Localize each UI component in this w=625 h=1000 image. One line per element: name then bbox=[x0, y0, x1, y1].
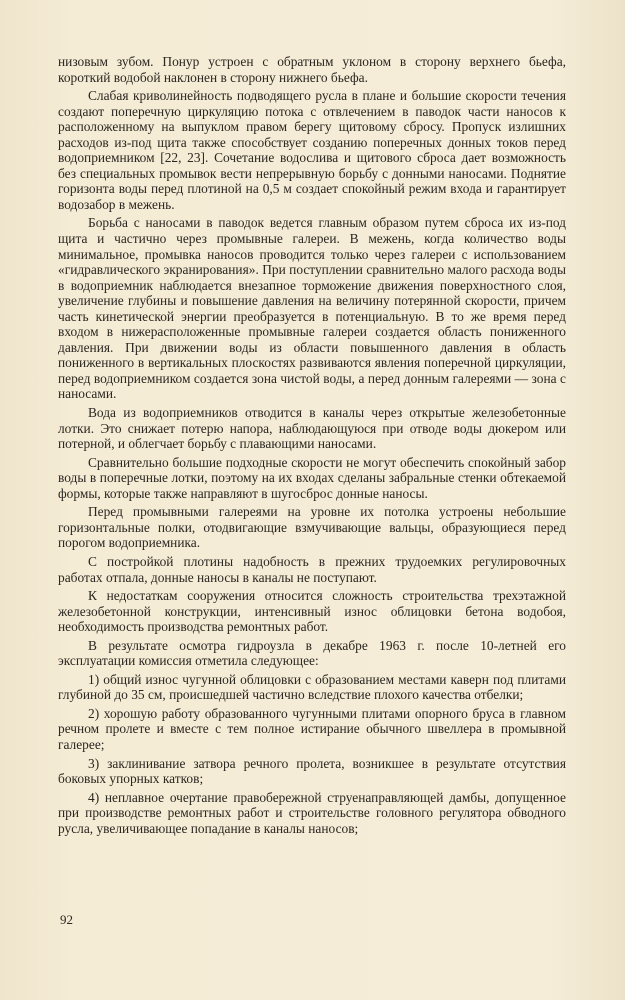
list-item-2: 2) хорошую работу образованного чугунными плитами опорного бруса в главном речном пролете и вместе с тем полное истирание обычного швеллера в промывной галерее; bbox=[58, 705, 566, 752]
list-item-3: 3) заклинивание затвора речного пролета, возникшее в результате отсутствия боковых упорных катков; bbox=[58, 755, 566, 787]
list-item-1: 1) общий износ чугунной облицовки с образованием местами каверн под плитами глубиной до 35 см, происшедшей частично вследствие плохого качества отбелки; bbox=[58, 671, 566, 703]
paragraph-4: Вода из водоприемников отводится в каналы через открытые железобетонные лотки. Это снижает потерю напора, наблюдающуюся при отводе воды дюкером или потерной, и облегчает борьбу с плавающими наносами. bbox=[58, 405, 566, 452]
paragraph-2: Слабая криволинейность подводящего русла в плане и большие скорости течения создают поперечную циркуляцию потока с отвлечением в паводок части наносов к расположенному на выпуклом правом берегу щитовому сбросу. Пропуск излишних расходов из-под щита также способствует созданию поперечных донных токов перед водоприемником [22, 23]. Сочетание водослива и щитового сброса дает возможность без специальных промывок вести непрерывную борьбу с донными наносами. Поднятие горизонта воды перед плотиной на 0,5 м создает спокойный режим входа и гарантирует водозабор в межень. bbox=[58, 88, 566, 212]
paragraph-5: Сравнительно большие подходные скорости не могут обеспечить спокойный забор воды в поперечные лотки, поэтому на их входах сделаны забральные стенки обтекаемой формы, которые также направляют в шугосброс донные наносы. bbox=[58, 454, 566, 501]
paragraph-9: В результате осмотра гидроузла в декабре 1963 г. после 10-летней его эксплуатации комиссия отметила следующее: bbox=[58, 637, 566, 669]
paragraph-6: Перед промывными галереями на уровне их потолка устроены небольшие горизонтальные полки, отодвигающие взмучивающие вальцы, образующиеся перед порогом водоприемника. bbox=[58, 504, 566, 551]
paragraph-8: К недостаткам сооружения относится сложность строительства трехэтажной железобетонной конструкции, интенсивный износ облицовки бетона водобоя, необходимость производства ремонтных работ. bbox=[58, 588, 566, 635]
paragraph-1: низовым зубом. Понур устроен с обратным уклоном в сторону верхнего бьефа, короткий водобой наклонен в сторону нижнего бьефа. bbox=[58, 54, 566, 85]
body-text bbox=[58, 54, 566, 836]
paragraph-7: С постройкой плотины надобность в прежних трудоемких регулировочных работах отпала, донные наносы в каналы не поступают. bbox=[58, 553, 566, 585]
paragraph-3: Борьба с наносами в паводок ведется главным образом путем сброса их из-под щита и частично через промывные галереи. В межень, когда количество воды минимальное, промывка наносов проводится только через галереи с использованием «гидравлического экранирования». При поступлении сравнительно малого расхода воды в водоприемник наблюдается внезапное торможение движения поверхностного слоя, увеличение глубины и повышение давления на величину потерянной скорости, причем часть кинетической энергии преобразуется в потенциальную. В то же время перед входом в нижерасположенные промывные галереи создается область пониженного давления. При движении воды из области повышенного давления в область пониженного в вертикальных плоскостях развиваются явления поперечной циркуляции, перед водоприемником создается зона чистой воды, а перед донным галереями — зона с наносами. bbox=[58, 215, 566, 402]
list-item-4: 4) неплавное очертание правобережной струенаправляющей дамбы, допущенное при производстве ремонтных работ и строительстве головного регулятора обводного русла, увеличивающее попадание в каналы наносов; bbox=[58, 789, 566, 836]
page-number: 92 bbox=[60, 912, 73, 927]
